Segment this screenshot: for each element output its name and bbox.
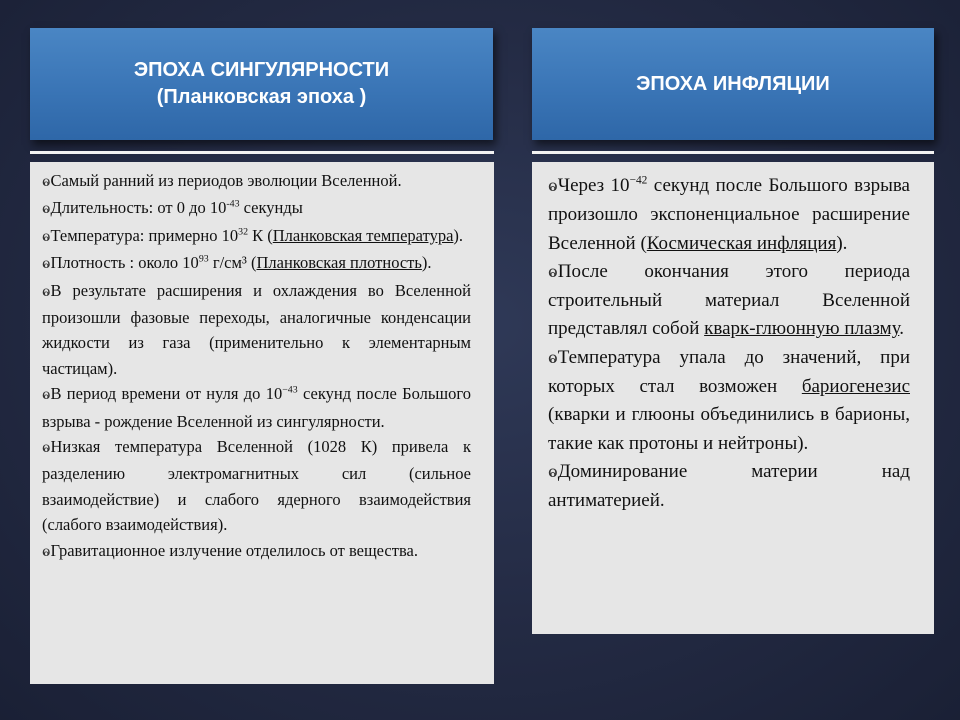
planck-epoch-subtitle: (Планковская эпоха ) <box>156 86 367 108</box>
bullet-icon: ⱺ <box>42 544 50 560</box>
bullet-icon: ⱺ <box>42 388 50 404</box>
singularity-epoch-title: ЭПОХА СИНГУЛЯРНОСТИ <box>133 59 390 81</box>
bullet-icon: ⱺ <box>42 202 50 218</box>
list-item: ⱺВ период времени от нуля до $10^{-43}$ секунд после Большого взрыва - рождение Вселенной из сингулярности. <box>42 384 471 431</box>
bullet-icon: ⱺ <box>42 257 50 273</box>
bullet-icon: ⱺ <box>548 349 557 367</box>
bullet-icon: ⱺ <box>548 263 557 281</box>
list-item: ⱺПлотность : около $10^{93}$ г/см³ (Планковская плотность). <box>42 253 432 273</box>
singularity-epoch-header <box>30 28 493 140</box>
bullet-icon: ⱺ <box>548 463 557 481</box>
bullet-icon: ⱺ <box>42 229 50 245</box>
left-divider <box>30 151 494 154</box>
planck-density-link[interactable]: Планковская плотность <box>256 253 422 273</box>
bullet-icon: ⱺ <box>548 178 557 195</box>
list-item: ⱺДоминирование материи над антиматерией. <box>548 460 910 512</box>
list-item: ⱺТемпература: примерно $10^{32}$ К (Планковская температура). <box>42 225 464 245</box>
quark-gluon-plasma-link[interactable]: кварк-глюонную плазму <box>704 318 900 340</box>
inflation-epoch-title: ЭПОХА ИНФЛЯЦИИ <box>636 72 830 95</box>
planck-temperature-link[interactable]: Планковская температура <box>272 225 454 245</box>
baryogenesis-link[interactable]: бариогенезис <box>801 376 910 398</box>
list-item: ⱺТемпература упала до значений, при которых стал возможен бариогенезис (кварки и глюоны объединились в барионы, такие как протоны и нейтроны). <box>548 346 910 454</box>
bullet-icon: ⱺ <box>42 175 50 190</box>
right-divider <box>532 151 934 154</box>
bullet-icon: ⱺ <box>42 284 50 300</box>
list-item: ⱺНизкая температура Вселенной (1028 К) привела к разделению электромагнитных сил (сильное взаимодействие) и слабого ядерного взаимодействия (слабого взаимодействия). <box>42 437 471 535</box>
bullet-icon: ⱺ <box>42 441 50 457</box>
list-item: ⱺВ результате расширения и охлаждения во Вселенной произошли фазовые переходы, аналогичные конденсации жидкости из газа (применительно к элементарным частицам). <box>42 280 471 378</box>
singularity-epoch-panel <box>30 162 494 684</box>
cosmic-inflation-link[interactable]: Космическая инфляция <box>646 232 837 254</box>
list-item: ⱺСамый ранний из периодов эволюции Вселенной. <box>42 171 402 190</box>
list-item: ⱺДлительность: от 0 до $10^{-43}$ секунды <box>42 198 303 218</box>
inflation-epoch-panel <box>532 162 934 634</box>
list-item: ⱺГравитационное излучение отделилось от вещества. <box>42 540 418 560</box>
inflation-epoch-header <box>532 28 934 140</box>
list-item: ⱺПосле окончания этого периода строительный материал Вселенной представлял собой кварк-глюонную плазму. <box>548 260 910 340</box>
list-item: ⱺЧерез $10^{-42}$ секунд после Большого взрыва произошло экспоненциальное расширение Вселенной (Космическая инфляция). <box>548 174 910 254</box>
